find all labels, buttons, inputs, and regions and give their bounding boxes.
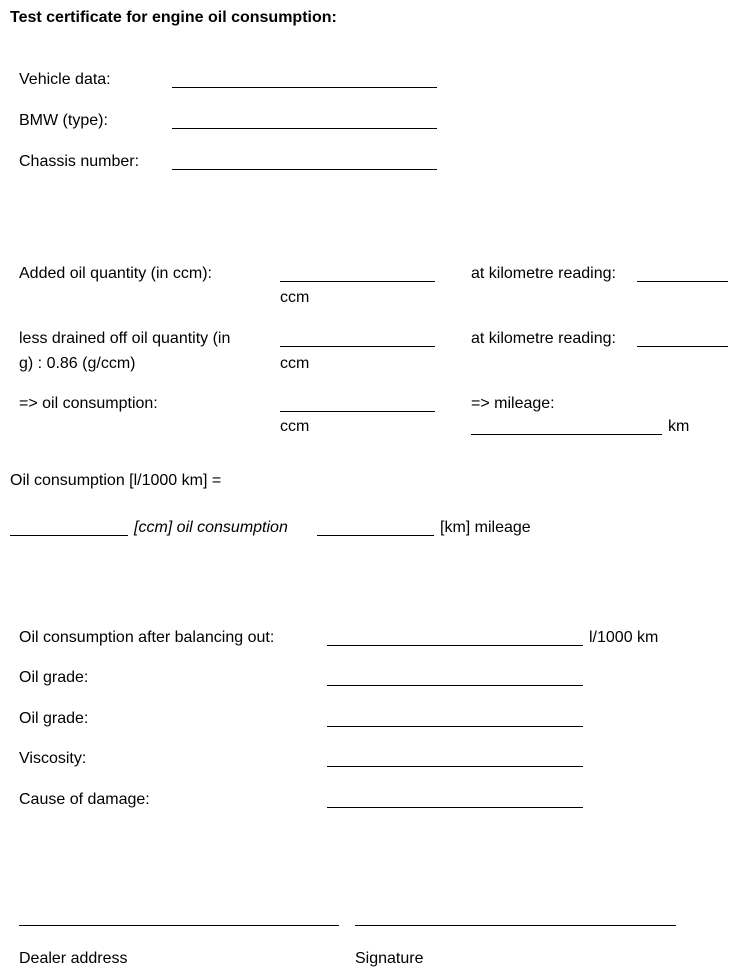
mileage-label: => mileage:	[471, 395, 555, 412]
oil-consumption-label: => oil consumption:	[19, 395, 158, 412]
formula-km-field[interactable]	[317, 535, 434, 536]
formula-km-label: [km] mileage	[440, 519, 531, 536]
oil-grade-field-2[interactable]	[327, 726, 583, 727]
drained-oil-unit: ccm	[280, 355, 310, 372]
cause-of-damage-label: Cause of damage:	[19, 791, 150, 808]
balancing-unit: l/1000 km	[589, 629, 659, 646]
oil-grade-field-1[interactable]	[327, 685, 583, 686]
formula-heading: Oil consumption [l/1000 km] =	[10, 472, 222, 489]
mileage-unit: km	[668, 418, 690, 435]
chassis-number-field[interactable]	[172, 169, 437, 170]
cause-of-damage-field[interactable]	[327, 807, 583, 808]
mileage-field[interactable]	[471, 434, 662, 435]
page-title: Test certificate for engine oil consumption:	[10, 9, 337, 26]
signature-field[interactable]	[355, 925, 676, 926]
added-oil-label: Added oil quantity (in ccm):	[19, 265, 212, 282]
oil-grade-label-2: Oil grade:	[19, 710, 89, 727]
drained-oil-label-line2: g) : 0.86 (g/ccm)	[19, 355, 136, 372]
viscosity-label: Viscosity:	[19, 750, 87, 767]
dealer-address-field[interactable]	[19, 925, 339, 926]
drained-oil-label-line1: less drained off oil quantity (in	[19, 330, 231, 347]
km-reading-field-2[interactable]	[637, 346, 728, 347]
chassis-number-label: Chassis number:	[19, 153, 140, 170]
bmw-type-field[interactable]	[172, 128, 437, 129]
bmw-type-label: BMW (type):	[19, 112, 108, 129]
formula-ccm-field[interactable]	[10, 535, 128, 536]
added-oil-unit: ccm	[280, 289, 310, 306]
drained-oil-field[interactable]	[280, 346, 435, 347]
added-oil-field[interactable]	[280, 281, 435, 282]
balancing-field[interactable]	[327, 645, 583, 646]
km-reading-label-2: at kilometre reading:	[471, 330, 616, 347]
dealer-address-label: Dealer address	[19, 950, 128, 967]
formula-ccm-label: [ccm] oil consumption	[134, 519, 288, 536]
km-reading-field-1[interactable]	[637, 281, 728, 282]
vehicle-data-label: Vehicle data:	[19, 71, 111, 88]
oil-consumption-unit: ccm	[280, 418, 310, 435]
vehicle-data-field[interactable]	[172, 87, 437, 88]
viscosity-field[interactable]	[327, 766, 583, 767]
signature-label: Signature	[355, 950, 424, 967]
oil-grade-label-1: Oil grade:	[19, 669, 89, 686]
balancing-label: Oil consumption after balancing out:	[19, 629, 275, 646]
km-reading-label-1: at kilometre reading:	[471, 265, 616, 282]
oil-consumption-field[interactable]	[280, 411, 435, 412]
